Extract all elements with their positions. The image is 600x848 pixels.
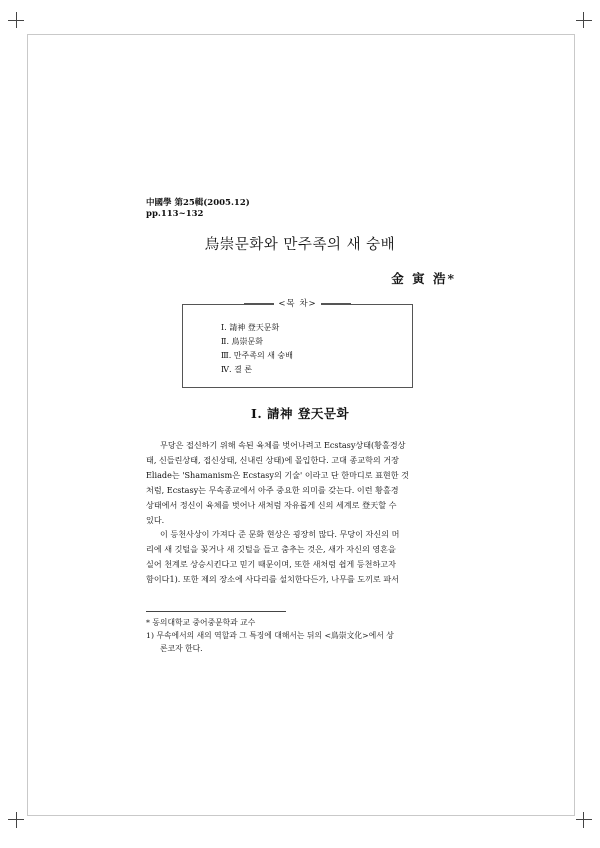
article-author: 金 寅 浩* (391, 271, 456, 286)
toc-item[interactable]: Ⅳ. 결 론 (221, 365, 253, 374)
body-line: 태, 신들린상태, 접신상태, 신내린 상태)에 몰입한다. 고대 종교학의 거장 (146, 455, 399, 465)
body-line: 상태에서 정신이 육체를 벗어나 새처럼 자유롭게 신의 세계로 登天할 수 (146, 500, 397, 510)
footnote-1: 1) 무속에서의 새의 역할과 그 특징에 대해서는 뒤의 <鳥崇文化>에서 상 (146, 631, 394, 640)
toc-list (221, 321, 293, 377)
toc-item[interactable]: Ⅱ. 鳥崇문화 (221, 337, 263, 346)
toc-item[interactable]: Ⅰ. 請神 登天문화 (221, 323, 280, 332)
body-line: Eliade는 'Shamanism은 Ecstasy의 기술' 이라고 단 한마디로 표현한 것 (146, 470, 409, 480)
body-line: 있다. (146, 515, 165, 525)
page-frame (27, 34, 575, 816)
journal-pages: pp.113~132 (146, 209, 204, 219)
toc-dash-right (321, 303, 351, 304)
journal-info (146, 198, 250, 220)
journal-issue: 中國學 第25輯(2005.12) (146, 198, 250, 208)
crop-mark-bottom-right (576, 812, 592, 828)
footnote-1-cont: 론코자 한다. (160, 644, 203, 653)
toc-item[interactable]: Ⅲ. 만주족의 새 숭배 (221, 351, 293, 360)
paragraph-2 (146, 527, 455, 587)
body-line: 처럼, Ecstasy는 무속종교에서 아주 중요한 의미를 갖는다. 이런 황홀경 (146, 485, 399, 495)
crop-mark-bottom-left (8, 812, 24, 828)
table-of-contents (182, 299, 413, 388)
toc-dash-left (244, 303, 274, 304)
body-line: 함이다1). 또한 제의 장소에 사다리를 설치한다든가, 나무를 도끼로 파서 (146, 574, 399, 584)
crop-mark-top-right (576, 12, 592, 28)
footnote-author: * 동의대학교 중어중문학과 교수 (146, 618, 256, 627)
section-heading: Ⅰ. 請神 登天문화 (250, 406, 350, 421)
body-line: 리에 새 깃털을 꽂거나 새 깃털을 들고 춤추는 것은, 새가 자신의 영혼을 (146, 544, 396, 554)
body-line: 이 등천사상이 가져다 준 문화 현상은 굉장히 많다. 무당이 자신의 머 (160, 529, 400, 539)
crop-mark-top-left (8, 12, 24, 28)
footnotes (146, 616, 455, 655)
article-title: 鳥崇문화와 만주족의 새 숭배 (204, 237, 396, 253)
body-line: 무당은 접신하기 위해 속된 육체를 벗어나려고 Ecstasy상태(황홀경상 (160, 440, 406, 450)
toc-label: <목 차> (274, 299, 320, 309)
paragraph-1 (146, 438, 455, 528)
body-line: 실어 천계로 상승시킨다고 믿기 때문이며, 또한 새처럼 쉽게 등천하고자 (146, 559, 396, 569)
footnote-rule (146, 611, 286, 612)
